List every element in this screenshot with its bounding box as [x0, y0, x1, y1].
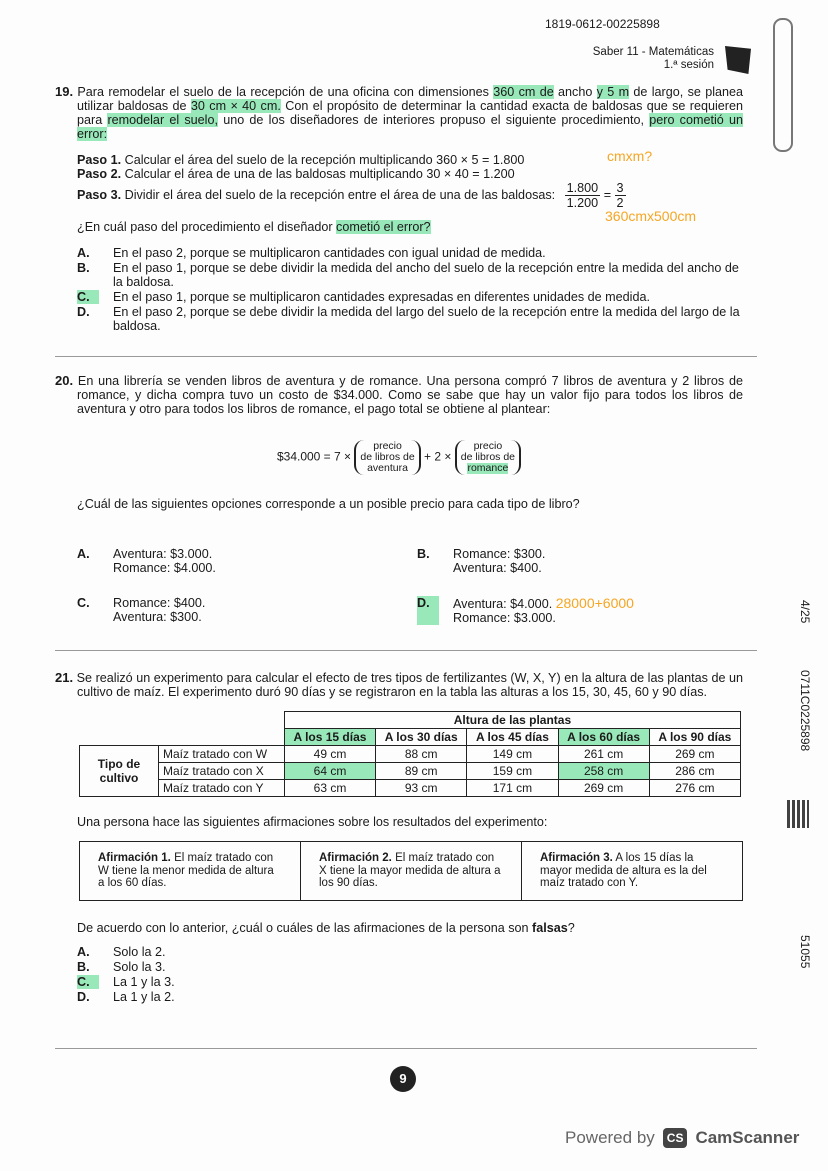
term: de libros de	[460, 451, 516, 463]
option-letter: C.	[77, 596, 90, 610]
step-label: Paso 2.	[77, 167, 122, 181]
table-row	[80, 763, 741, 780]
column-header: A los 30 días	[376, 729, 467, 746]
option-letter: B.	[77, 959, 90, 974]
claim-2	[301, 842, 522, 900]
table-cell: 49 cm	[284, 746, 375, 763]
paperclip-icon	[773, 18, 793, 152]
fraction	[565, 181, 601, 210]
table-cell: 93 cm	[376, 780, 467, 797]
handwritten-note: 360cmx500cm	[605, 208, 697, 224]
option-a[interactable]	[77, 246, 742, 260]
stem-text: de largo, se planea utilizar baldosas de	[77, 85, 744, 113]
question-21	[55, 671, 743, 1005]
table-cell: 269 cm	[649, 746, 740, 763]
handwritten-note: 28000+6000	[555, 595, 634, 611]
romance-price	[455, 440, 521, 475]
divider	[55, 356, 757, 357]
option-a[interactable]	[77, 547, 417, 575]
table-row	[80, 746, 741, 763]
divider	[55, 650, 757, 651]
column-header: A los 15 días	[284, 729, 375, 746]
column-header: A los 45 días	[467, 729, 558, 746]
question-19	[55, 85, 743, 334]
options	[77, 547, 743, 626]
option-letter: A.	[77, 547, 90, 561]
qr-code-icon	[787, 800, 809, 828]
option-text: En el paso 2, porque se debe dividir la medida del largo del suelo de la recepción entre la medida del largo de la baldosa.	[113, 305, 740, 333]
claim-text: A los 15 días la mayor medida de altura es la del maíz tratado con Y.	[540, 852, 707, 889]
numerator: 1.800	[566, 181, 599, 195]
option-letter: A.	[77, 944, 90, 959]
option-text: La 1 y la 2.	[113, 989, 175, 1004]
step-text: Calcular el área del suelo de la recepción multiplicando 360 × 5 = 1.800	[124, 153, 525, 167]
option-letter: C.	[77, 975, 99, 989]
option-letter: B.	[77, 261, 90, 275]
table-cell: 88 cm	[376, 746, 467, 763]
question-20	[55, 374, 743, 626]
adventure-price	[354, 440, 420, 475]
highlight: 30 cm × 40 cm.	[190, 99, 281, 113]
option-letter: C.	[77, 290, 99, 304]
term: precio	[473, 440, 503, 452]
option-letter: D.	[77, 305, 90, 319]
table-cell: 261 cm	[558, 746, 649, 763]
option-c[interactable]	[77, 290, 742, 304]
row-label: Maíz tratado con W	[159, 746, 285, 763]
table-cell: 286 cm	[649, 763, 740, 780]
option-text: Aventura: $3.000.	[113, 547, 213, 561]
column-header: A los 90 días	[649, 729, 740, 746]
option-text: Romance: $300.	[453, 547, 546, 561]
highlight: y 5 m	[596, 85, 630, 99]
option-text: En el paso 1, porque se multiplicaron cantidades expresadas en diferentes unidades de medida.	[113, 290, 650, 304]
exam-header	[593, 46, 714, 72]
option-c[interactable]	[77, 975, 743, 989]
question-number: 19.	[55, 84, 74, 99]
document-code: 1819-0612-00225898	[545, 17, 660, 31]
option-text: Aventura: $4.000.	[453, 597, 553, 611]
option-text: Aventura: $300.	[113, 610, 202, 624]
option-a[interactable]	[77, 945, 743, 959]
heights-table	[79, 711, 741, 797]
stem-text: Con el propósito de determinar la cantidad exacta de baldosas que se requieren para	[77, 99, 744, 127]
denominator: 2	[616, 196, 624, 210]
column-header: A los 60 días	[558, 729, 649, 746]
option-d[interactable]	[417, 596, 717, 625]
claim-3	[522, 842, 742, 900]
stem-text: Para remodelar el suelo de la recepción de una oficina con dimensiones	[77, 85, 494, 99]
term: de libros de	[360, 451, 415, 463]
option-text: Solo la 3.	[113, 959, 166, 974]
claim-title: Afirmación 1.	[98, 852, 171, 864]
page-number: 9	[390, 1066, 416, 1092]
option-text: Aventura: $400.	[453, 561, 542, 575]
option-text: Romance: $400.	[113, 596, 206, 610]
option-c[interactable]	[77, 596, 417, 625]
table-row	[80, 780, 741, 797]
option-text: Romance: $4.000.	[113, 561, 216, 575]
equation-lhs: $34.000 = 7 ×	[276, 449, 352, 464]
question-text: ¿En cuál paso del procedimiento el diseñador	[77, 220, 337, 234]
option-d[interactable]	[77, 990, 743, 1004]
option-text: Romance: $3.000.	[453, 611, 556, 625]
row-label: Maíz tratado con X	[159, 763, 285, 780]
stem-text: Se realizó un experimento para calcular el efecto de tres tipos de fertilizantes (W, X, Y) en la altura de las plantas de un cultivo de maíz. El experimento duró 90 días y se registraron en la tabla las alturas a los 15, 30, 45, 60 y 90 días.	[76, 671, 743, 699]
question-text: ?	[567, 920, 575, 935]
powered-by-text: Powered by	[565, 1128, 655, 1147]
option-b[interactable]	[77, 960, 743, 974]
stem-text: ancho	[553, 85, 597, 99]
option-text: Solo la 2.	[113, 944, 166, 959]
equation-plus: + 2 ×	[424, 449, 452, 464]
step-label: Paso 3.	[77, 187, 122, 202]
highlight: pero cometió un error:	[77, 113, 743, 141]
row-group-header: Tipo de cultivo	[80, 746, 159, 797]
claim-1	[80, 842, 301, 900]
camscanner-watermark	[565, 1128, 799, 1148]
table-group-header: Altura de las plantas	[284, 712, 740, 729]
question-number: 20.	[55, 373, 74, 388]
table-cell: 258 cm	[558, 763, 649, 780]
brand-name: CamScanner	[695, 1128, 800, 1147]
claim-title: Afirmación 3.	[540, 852, 613, 864]
question-text: De acuerdo con lo anterior, ¿cuál o cuáles de las afirmaciones de la persona son	[77, 920, 533, 935]
option-text: En el paso 2, porque se multiplicaron cantidades con igual unidad de medida.	[113, 246, 546, 260]
option-letter: A.	[77, 246, 90, 260]
claim-text: El maíz tratado con W tiene la menor medida de altura a los 60 días.	[98, 852, 274, 889]
option-letter: D.	[417, 596, 439, 625]
term: precio	[373, 440, 402, 452]
table-cell: 149 cm	[467, 746, 558, 763]
question-text: ¿Cuál de las siguientes opciones corresponde a un posible precio para cada tipo de libro?	[77, 497, 580, 511]
option-b[interactable]	[77, 261, 742, 289]
camscanner-logo-icon: CS	[663, 1128, 688, 1148]
term: aventura	[367, 462, 408, 474]
handwritten-note: cmxm?	[607, 148, 653, 164]
option-text: En el paso 1, porque se debe dividir la medida del ancho del suelo de la recepción entre la medida del ancho de la baldosa.	[113, 261, 739, 289]
divider	[55, 1048, 757, 1049]
option-letter: B.	[417, 547, 430, 561]
claims-intro: Una persona hace las siguientes afirmaciones sobre los resultados del experimento:	[77, 815, 548, 829]
equation	[55, 440, 743, 475]
step-label: Paso 1.	[77, 153, 122, 167]
procedure-steps	[77, 148, 743, 224]
option-b[interactable]	[417, 547, 717, 575]
stem-text: En una librería se venden libros de aventura y de romance. Una persona compró 7 libros de aventura y 2 libros de romance, y dicha compra tuvo un costo de $34.000. Como se sabe que hay un valor fijo para todos los libros de aventura y otro para todos los libros de romance, el pago total se obtiene al plantear:	[77, 374, 743, 416]
exam-logo-icon	[725, 46, 751, 74]
table-cell: 89 cm	[376, 763, 467, 780]
claim-text: El maíz tratado con X tiene la mayor medida de altura a los 90 días.	[319, 852, 501, 889]
margin-code: 0711C0225898	[798, 670, 812, 752]
options	[77, 246, 742, 333]
table-cell: 276 cm	[649, 780, 740, 797]
highlight: remodelar el suelo,	[107, 113, 218, 127]
table-cell: 63 cm	[284, 780, 375, 797]
numerator: 3	[616, 181, 624, 195]
options	[77, 945, 743, 1004]
option-text: La 1 y la 3.	[113, 974, 175, 989]
option-letter: D.	[77, 989, 90, 1004]
highlight: cometió el error?	[336, 220, 431, 234]
step-text: Calcular el área de una de las baldosas multiplicando 30 × 40 = 1.200	[124, 167, 515, 181]
denominator: 1.200	[566, 196, 599, 210]
stem-text: uno de los diseñadores de interiores propuso el siguiente procedimiento,	[217, 113, 650, 127]
option-d[interactable]	[77, 305, 742, 333]
step-text: Dividir el área del suelo de la recepción entre el área de una de las baldosas:	[124, 187, 556, 202]
row-label: Maíz tratado con Y	[159, 780, 285, 797]
subject: Saber 11 - Matemáticas	[592, 46, 714, 58]
table-cell: 269 cm	[558, 780, 649, 797]
table-cell: 171 cm	[467, 780, 558, 797]
equals: =	[603, 187, 612, 202]
table-cell: 159 cm	[467, 763, 558, 780]
question-number: 21.	[55, 670, 74, 685]
margin-code: 4/25	[798, 600, 812, 624]
session: 1.ª sesión	[663, 59, 714, 71]
table-cell: 64 cm	[284, 763, 375, 780]
term: romance	[467, 462, 509, 474]
question-emphasis: falsas	[532, 920, 568, 935]
claim-title: Afirmación 2.	[319, 852, 392, 864]
fraction-result	[615, 181, 626, 210]
margin-code: 51055	[798, 935, 812, 969]
claims-box	[79, 841, 743, 901]
highlight: 360 cm de	[493, 85, 554, 99]
